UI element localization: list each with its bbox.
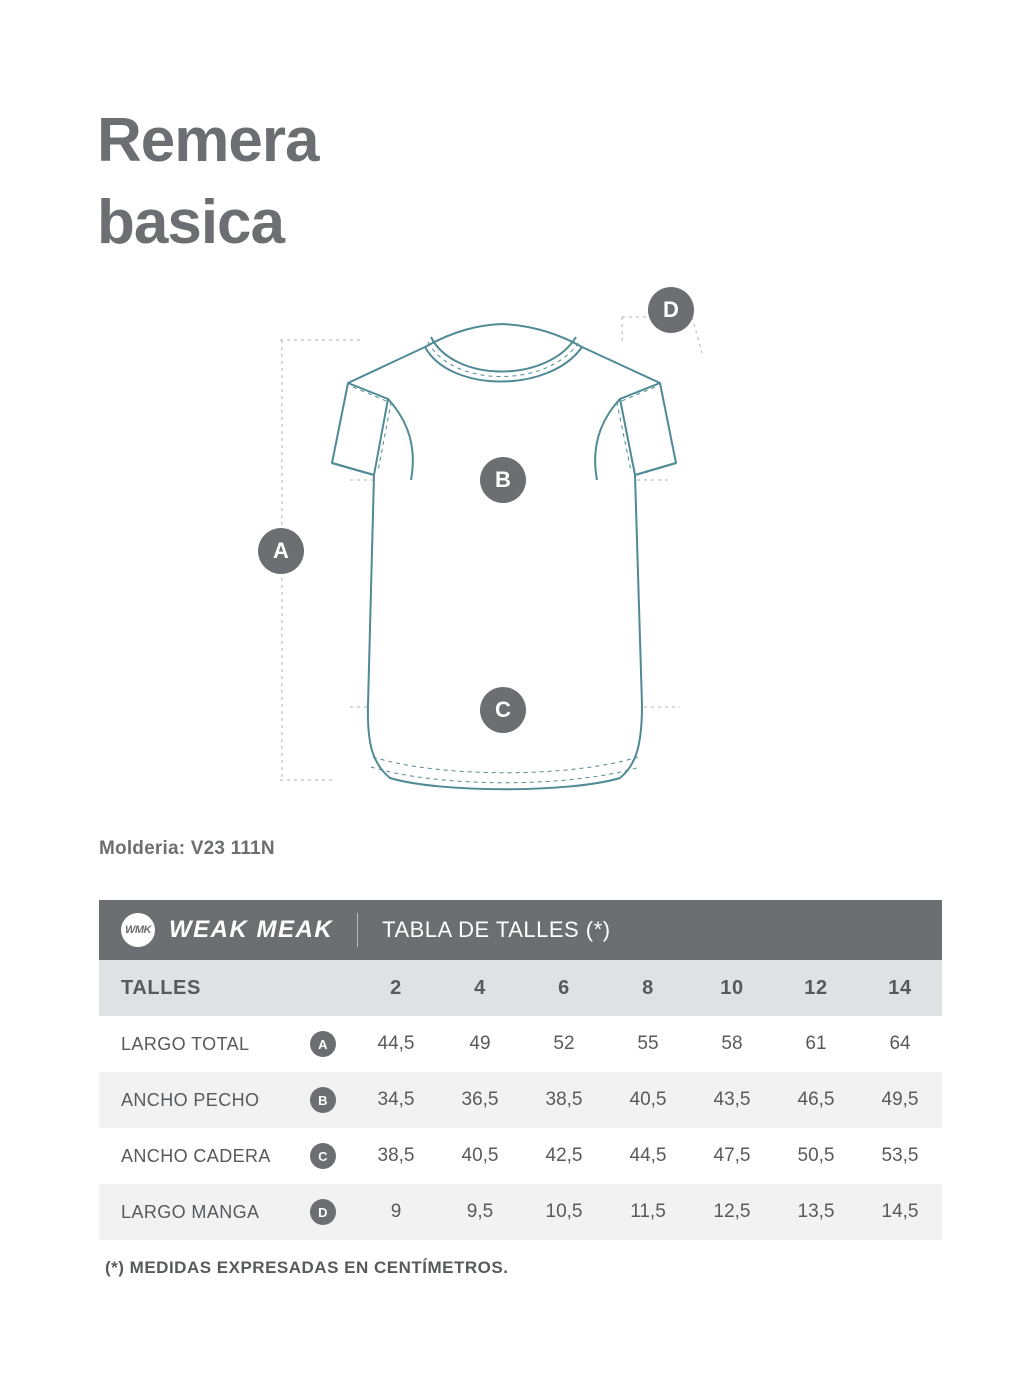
- cell-largo-manga-2: 9: [354, 1184, 438, 1240]
- header-size-6: 6: [522, 960, 606, 1016]
- cell-ancho-pecho-2: 34,5: [354, 1072, 438, 1128]
- cell-ancho-pecho-4: 36,5: [438, 1072, 522, 1128]
- illustration-badge-c: C: [480, 687, 526, 733]
- weak-meak-logo-icon: WMK: [121, 913, 155, 947]
- cell-ancho-pecho-8: 40,5: [606, 1072, 690, 1128]
- header-size-4: 4: [438, 960, 522, 1016]
- row-label-largo-manga: [99, 1184, 354, 1240]
- cell-largo-total-12: 61: [805, 1033, 827, 1054]
- cell-ancho-cadera-6: 42,5: [545, 1145, 583, 1166]
- cell-largo-manga-4: 9,5: [438, 1184, 522, 1240]
- cell-largo-manga-12: 13,5: [774, 1184, 858, 1240]
- row-label-text: LARGO TOTAL: [121, 1033, 250, 1054]
- cell-ancho-pecho-6: 38,5: [522, 1072, 606, 1128]
- brand-name: WEAK MEAK: [169, 916, 334, 943]
- footnote: (*) MEDIDAS EXPRESADAS EN CENTÍMETROS.: [105, 1258, 509, 1277]
- row-label-ancho-cadera: [99, 1128, 354, 1184]
- row-label-text: ANCHO PECHO: [121, 1089, 260, 1110]
- row-badge-c: C: [310, 1143, 336, 1169]
- illustration-badge-a: A: [258, 528, 304, 574]
- size-table: [99, 900, 942, 1240]
- table-row: [99, 1016, 942, 1072]
- table-row: [99, 1128, 942, 1184]
- page-title: [97, 100, 797, 264]
- cell-largo-total-2: 44,5: [377, 1033, 415, 1054]
- row-label-text: LARGO MANGA: [121, 1201, 260, 1222]
- header-size-10: 10: [690, 960, 774, 1016]
- cell-ancho-cadera-2: 38,5: [377, 1145, 415, 1166]
- molderia-code: Molderia: V23 111N: [99, 838, 275, 859]
- cell-ancho-cadera-14: 53,5: [881, 1145, 919, 1166]
- row-badge-d: D: [310, 1199, 336, 1225]
- illustration-badge-b: B: [480, 457, 526, 503]
- table-row: [99, 1072, 942, 1128]
- page-title-line-2: basica: [97, 187, 285, 257]
- row-badge-a: A: [310, 1031, 336, 1057]
- divider: [357, 913, 358, 947]
- cell-ancho-pecho-14: 49,5: [858, 1072, 942, 1128]
- cell-ancho-cadera-4: 40,5: [461, 1145, 499, 1166]
- cell-largo-total-8: 55: [637, 1033, 659, 1054]
- cell-largo-manga-10: 12,5: [690, 1184, 774, 1240]
- cell-largo-total-10: 58: [721, 1033, 743, 1054]
- cell-largo-total-4: 49: [469, 1033, 491, 1054]
- cell-largo-manga-6: 10,5: [522, 1184, 606, 1240]
- cell-ancho-pecho-10: 43,5: [690, 1072, 774, 1128]
- size-table-wrapper: [99, 900, 942, 1240]
- header-talles: TALLES: [99, 960, 354, 1016]
- cell-ancho-cadera-8: 44,5: [629, 1145, 667, 1166]
- garment-illustration: [240, 275, 760, 815]
- row-label-largo-total: [99, 1016, 354, 1072]
- cell-largo-total-6: 52: [553, 1033, 575, 1054]
- header-size-14: 14: [858, 960, 942, 1016]
- cell-largo-manga-8: 11,5: [606, 1184, 690, 1240]
- cell-ancho-pecho-12: 46,5: [774, 1072, 858, 1128]
- illustration-badge-d: D: [648, 287, 694, 333]
- header-size-12: 12: [774, 960, 858, 1016]
- row-label-text: ANCHO CADERA: [121, 1145, 271, 1166]
- table-header-row: [99, 960, 942, 1016]
- page-title-line-1: Remera: [97, 106, 319, 175]
- cell-largo-total-14: 64: [889, 1033, 911, 1054]
- brand-bar-row: [99, 900, 942, 960]
- cell-largo-manga-14: 14,5: [858, 1184, 942, 1240]
- header-size-2: 2: [354, 960, 438, 1016]
- row-label-ancho-pecho: [99, 1072, 354, 1128]
- header-size-8: 8: [606, 960, 690, 1016]
- row-badge-b: B: [310, 1087, 336, 1113]
- cell-ancho-cadera-12: 50,5: [797, 1145, 835, 1166]
- table-caption: TABLA DE TALLES (*): [382, 917, 611, 942]
- table-row: [99, 1184, 942, 1240]
- brand-bar: [99, 900, 942, 960]
- cell-ancho-cadera-10: 47,5: [713, 1145, 751, 1166]
